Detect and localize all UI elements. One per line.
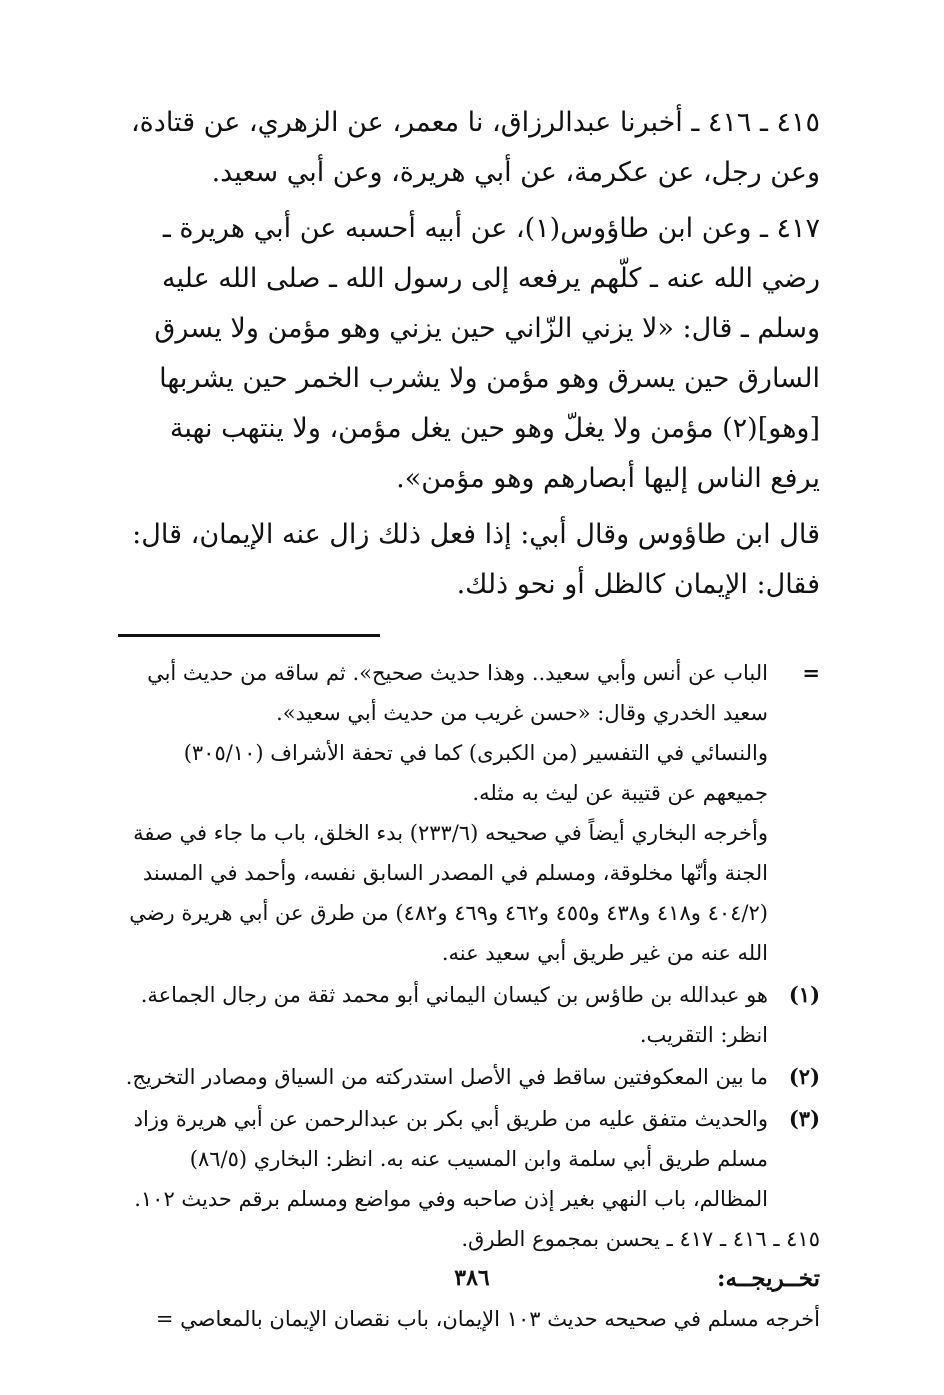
footnote-text: ما بين المعكوفتين ساقط في الأصل استدركته من السياق ومصادر التخريج.	[125, 1065, 768, 1089]
footnote-2	[118, 1057, 820, 1097]
footnote-3	[118, 1099, 820, 1219]
takhrij-text: أخرجه مسلم في صحيحه حديث ١٠٣ الإيمان، باب نقصان الإيمان بالمعاصي =	[155, 1307, 820, 1331]
footnote-1	[118, 975, 820, 1055]
footnote-number: (١)	[788, 982, 820, 1007]
ibn-tawus-statement: قال ابن طاؤوس وقال أبي: إذا فعل ذلك زال عنه الإيمان، قال: فقال: الإيمان كالظل أو نحو ذلك.	[132, 519, 820, 600]
footnotes	[118, 653, 820, 1339]
hadith-417: ٤١٧ ـ وعن ابن طاؤوس(١)، عن أبيه أحسبه عن أبي هريرة ـ رضي الله عنه ـ كلّهم يرفعه إلى رسول الله ـ صلى الله عليه وسلم ـ قال: «لا يزني الزّاني حين يزني وهو مؤمن ولا يسرق السارق حين يسرق وهو مؤمن ولا يشرب الخمر حين يشربها [وهو](٢) مؤمن ولا يغلّ وهو حين يغل مؤمن، ولا ينتهب نهبة يرفع الناس إليها أبصارهم وهو مؤمن».	[154, 213, 820, 494]
main-text	[118, 98, 820, 610]
page-number: ٣٨٦	[454, 1265, 490, 1291]
continuation-paragraph: الباب عن أنس وأبي سعيد.. وهذا حديث صحيح». ثم ساقه من حديث أبي سعيد الخدري وقال: «حسن غريب من حديث أبي سعيد».	[147, 661, 768, 725]
continuation-marker: =	[802, 660, 820, 685]
footnote-text: هو عبدالله بن طاؤس بن كيسان اليماني أبو محمد ثقة من رجال الجماعة. انظر: التقريب.	[140, 983, 768, 1047]
continuation-paragraph: والنسائي في التفسير (من الكبرى) كما في تحفة الأشراف (٣٠٥/١٠) جميعهم عن قتيبة عن ليث به مثله.	[183, 741, 768, 805]
continuation-paragraph: وأخرجه البخاري أيضاً في صحيحه (٢٣٣/٦) بدء الخلق، باب ما جاء في صفة الجنة وأنّها مخلوقة، ومسلم في المصدر السابق نفسه، وأحمد في المسند (٤٠٤/٢ و٤١٨ و٤٣٨ و٤٥٥ و٤٦٢ و٤٦٩ و٤٨٢) من طرق عن أبي هريرة رضي الله عنه من غير طريق أبي سعيد عنه.	[129, 821, 768, 965]
takhrij-heading: تخــريجــه:	[717, 1265, 820, 1292]
grading-line: ٤١٥ ـ ٤١٦ ـ ٤١٧ ـ يحسن بمجموع الطرق.	[461, 1227, 820, 1251]
page-content	[118, 98, 820, 1339]
footnote-text: والحديث متفق عليه من طريق أبي بكر بن عبدالرحمن عن أبي هريرة وزاد مسلم طريق أبي سلمة وابن المسيب عنه به. انظر: البخاري (٨٦/٥) المظالم، باب النهي بغير إذن صاحبه وفي مواضع ومسلم برقم حديث ١٠٢.	[133, 1107, 768, 1211]
footnote-number: (٣)	[788, 1106, 820, 1131]
footnote-continuation	[118, 653, 820, 973]
hadith-415-416: ٤١٥ ـ ٤١٦ ـ أخبرنا عبدالرزاق، نا معمر، عن الزهري، عن قتادة، وعن رجل، عن عكرمة، عن أبي هريرة، وعن أبي سعيد.	[130, 107, 820, 188]
footnote-separator	[118, 634, 380, 637]
footnote-number: (٢)	[788, 1064, 820, 1089]
